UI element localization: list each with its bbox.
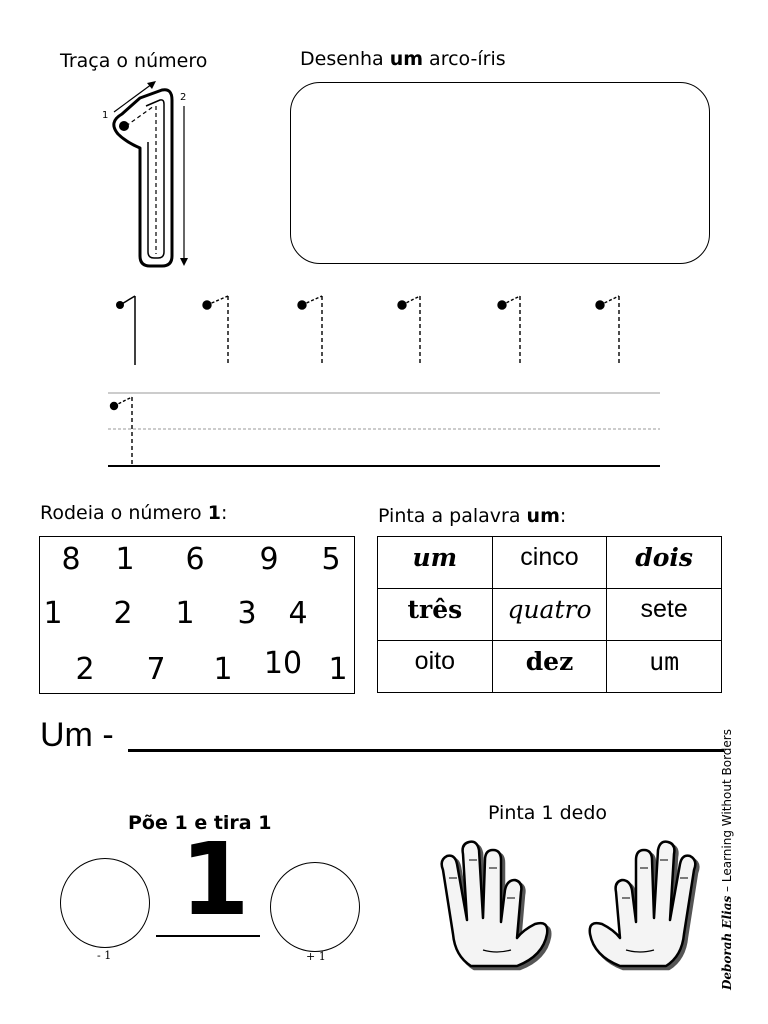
minus-label: - 1: [97, 949, 112, 962]
grid-number[interactable]: 2: [113, 596, 133, 631]
dotted-one-2: [298, 296, 322, 365]
trace-step-1: 1: [102, 110, 109, 121]
word-cell[interactable]: dois: [607, 537, 722, 589]
credit-org: Learning Without Borders: [720, 729, 734, 883]
left-hand[interactable]: [442, 842, 548, 966]
dotted-one-4: [498, 296, 520, 365]
grid-number[interactable]: 2: [75, 652, 95, 687]
put-take-title: Põe 1 e tira 1: [128, 812, 272, 834]
grid-number[interactable]: 8: [61, 542, 81, 577]
word-cell[interactable]: três: [378, 589, 493, 641]
grid-number[interactable]: 10: [263, 646, 303, 681]
rainbow-title-bold: um: [389, 48, 424, 70]
trace-title: Traça o número: [60, 50, 208, 72]
paint-word-title-bold: um: [526, 505, 560, 527]
grid-number[interactable]: 5: [321, 542, 341, 577]
rainbow-title-pre: Desenha: [300, 48, 390, 70]
rainbow-title: [300, 48, 506, 70]
plus-label: + 1: [306, 950, 326, 963]
dotted-one-5: [596, 296, 619, 365]
number-underline: [156, 935, 260, 937]
circle-task-title-bold: 1: [207, 502, 221, 524]
minus-circle[interactable]: [60, 858, 150, 948]
dotted-one-writing-line: [111, 397, 133, 465]
grid-number[interactable]: 1: [328, 652, 348, 687]
word-cell[interactable]: quatro: [492, 589, 607, 641]
tracing-practice[interactable]: [100, 285, 670, 475]
credit-separator: –: [720, 882, 734, 896]
paint-word-title-pre: Pinta a palavra: [378, 505, 527, 527]
number-grid: [39, 536, 355, 694]
grid-number[interactable]: 1: [175, 596, 195, 631]
right-hand[interactable]: [590, 842, 696, 966]
solid-one-guide: [116, 296, 135, 365]
grid-number[interactable]: 7: [146, 652, 166, 687]
dotted-one-3: [398, 296, 420, 365]
grid-number[interactable]: 1: [43, 596, 63, 631]
grid-number[interactable]: 9: [259, 542, 279, 577]
write-word-label: Um -: [40, 716, 114, 754]
trace-step-2: 2: [180, 92, 187, 103]
credit-author: Deborah Elias: [720, 895, 734, 990]
write-word-line[interactable]: [128, 749, 724, 752]
word-grid: [377, 536, 722, 693]
word-cell[interactable]: oito: [378, 641, 493, 693]
word-cell[interactable]: dez: [492, 641, 607, 693]
credit: [720, 729, 734, 990]
word-cell[interactable]: cinco: [492, 537, 607, 589]
rainbow-title-post: arco-íris: [423, 48, 506, 70]
big-number: 1: [180, 821, 250, 938]
circle-task-title-pre: Rodeia o número: [40, 502, 208, 524]
word-cell[interactable]: um: [607, 641, 722, 693]
grid-number[interactable]: 1: [115, 542, 135, 577]
grid-number[interactable]: 6: [185, 542, 205, 577]
paint-word-title-post: :: [559, 505, 567, 527]
paint-finger-title: Pinta 1 dedo: [488, 802, 608, 824]
word-cell[interactable]: sete: [607, 589, 722, 641]
word-cell[interactable]: um: [378, 537, 493, 589]
plus-circle[interactable]: [270, 862, 360, 952]
rainbow-drawing-box[interactable]: [290, 82, 710, 264]
dotted-one-1: [203, 296, 228, 365]
grid-number[interactable]: 1: [213, 652, 233, 687]
grid-number[interactable]: 3: [237, 596, 257, 631]
grid-number[interactable]: 4: [288, 596, 308, 631]
hands-illustration: [425, 838, 715, 978]
circle-task-title: [40, 502, 227, 524]
paint-word-title: [378, 505, 566, 527]
trace-number-one: [100, 78, 200, 273]
circle-task-title-post: :: [220, 502, 228, 524]
